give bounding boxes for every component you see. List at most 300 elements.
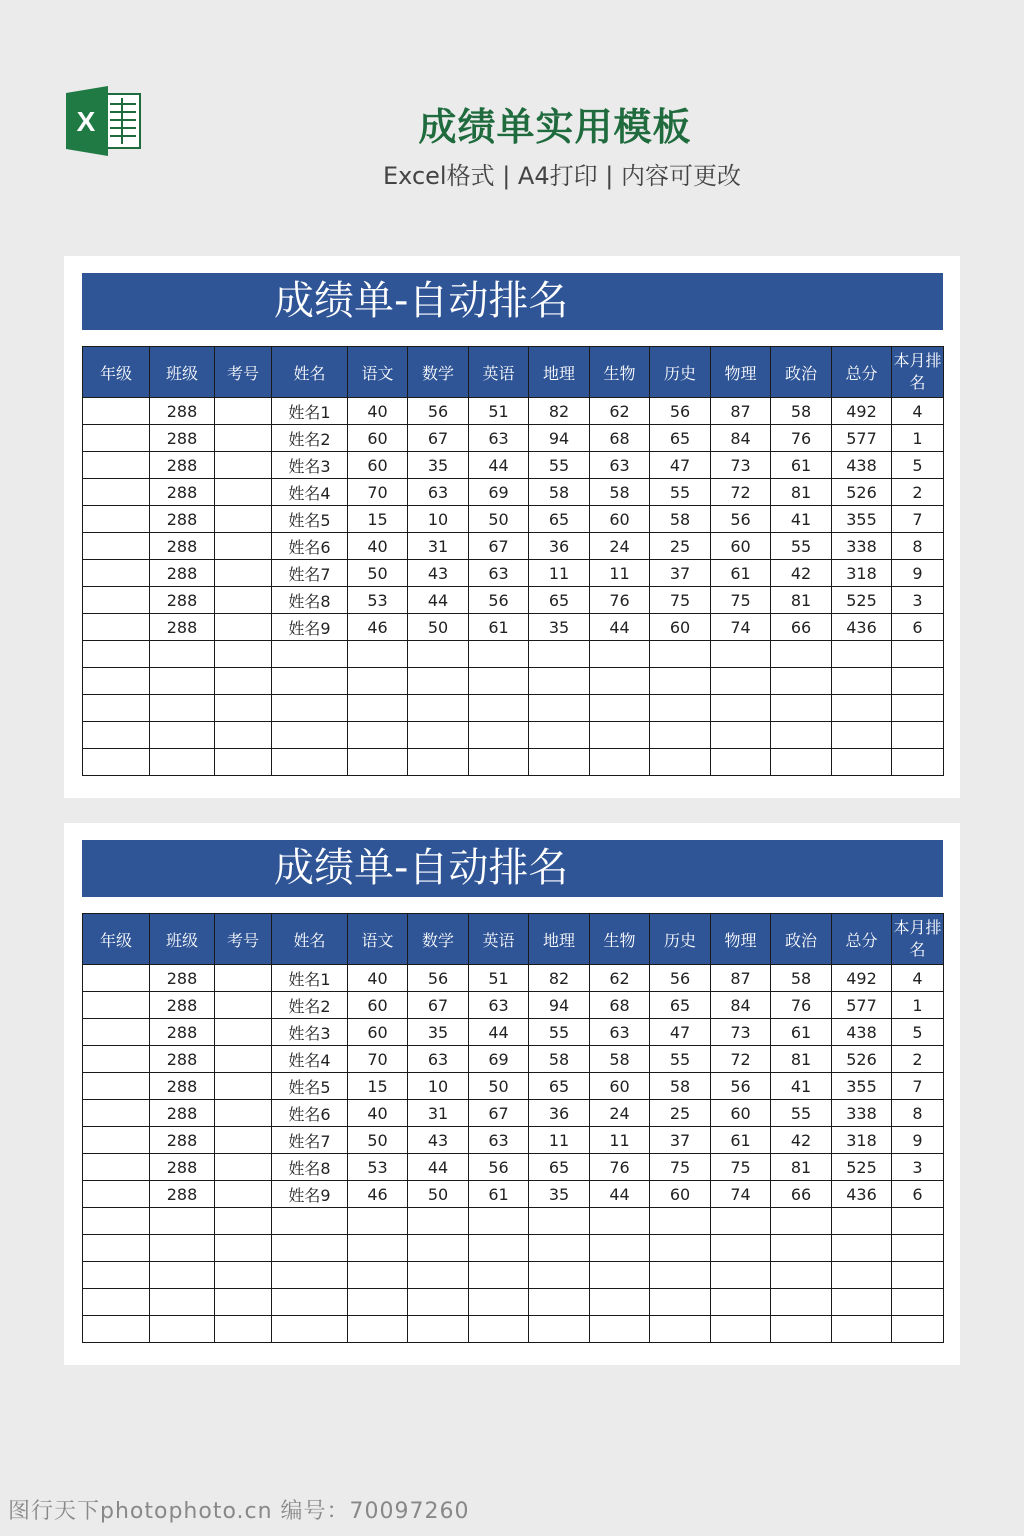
table-cell[interactable] — [650, 1208, 711, 1235]
table-cell[interactable]: 76 — [590, 1154, 650, 1181]
table-cell[interactable] — [215, 1073, 272, 1100]
table-cell[interactable]: 42 — [771, 1127, 832, 1154]
table-cell[interactable]: 53 — [348, 587, 408, 614]
table-cell[interactable] — [150, 1316, 215, 1343]
table-cell[interactable]: 姓名2 — [272, 425, 348, 452]
table-cell[interactable] — [892, 695, 944, 722]
table-cell[interactable]: 44 — [408, 587, 469, 614]
table-cell[interactable]: 63 — [590, 452, 650, 479]
table-cell[interactable] — [83, 452, 150, 479]
table-cell[interactable]: 81 — [771, 1154, 832, 1181]
table-cell[interactable]: 58 — [529, 1046, 590, 1073]
table-cell[interactable]: 47 — [650, 1019, 711, 1046]
table-cell[interactable]: 65 — [650, 992, 711, 1019]
table-cell[interactable] — [529, 1289, 590, 1316]
table-cell[interactable]: 58 — [590, 1046, 650, 1073]
table-cell[interactable]: 姓名4 — [272, 1046, 348, 1073]
table-cell[interactable]: 1 — [892, 425, 944, 452]
table-cell[interactable] — [469, 722, 529, 749]
table-cell[interactable] — [348, 749, 408, 776]
table-cell[interactable]: 43 — [408, 560, 469, 587]
table-cell[interactable] — [892, 1208, 944, 1235]
table-cell[interactable]: 56 — [408, 398, 469, 425]
table-cell[interactable] — [711, 1235, 771, 1262]
table-cell[interactable]: 1 — [892, 992, 944, 1019]
table-cell[interactable] — [83, 695, 150, 722]
table-cell[interactable] — [215, 560, 272, 587]
table-cell[interactable]: 318 — [832, 560, 892, 587]
table-cell[interactable]: 68 — [590, 992, 650, 1019]
table-cell[interactable]: 526 — [832, 1046, 892, 1073]
table-cell[interactable]: 40 — [348, 965, 408, 992]
table-cell[interactable] — [711, 749, 771, 776]
table-cell[interactable] — [771, 668, 832, 695]
table-cell[interactable] — [150, 749, 215, 776]
table-cell[interactable] — [711, 1316, 771, 1343]
table-cell[interactable] — [590, 1235, 650, 1262]
table-cell[interactable] — [150, 695, 215, 722]
table-cell[interactable] — [590, 668, 650, 695]
table-cell[interactable]: 65 — [529, 587, 590, 614]
table-cell[interactable]: 60 — [348, 452, 408, 479]
table-cell[interactable] — [83, 965, 150, 992]
table-cell[interactable]: 436 — [832, 1181, 892, 1208]
table-cell[interactable]: 62 — [590, 965, 650, 992]
table-cell[interactable] — [771, 641, 832, 668]
table-cell[interactable] — [150, 668, 215, 695]
table-cell[interactable] — [590, 1316, 650, 1343]
table-cell[interactable]: 355 — [832, 506, 892, 533]
table-cell[interactable] — [150, 641, 215, 668]
table-cell[interactable]: 31 — [408, 533, 469, 560]
table-cell[interactable]: 318 — [832, 1127, 892, 1154]
table-cell[interactable]: 61 — [711, 1127, 771, 1154]
table-cell[interactable]: 8 — [892, 1100, 944, 1127]
table-cell[interactable]: 50 — [348, 1127, 408, 1154]
table-cell[interactable]: 525 — [832, 1154, 892, 1181]
table-cell[interactable]: 492 — [832, 398, 892, 425]
table-cell[interactable]: 74 — [711, 1181, 771, 1208]
table-cell[interactable] — [892, 1235, 944, 1262]
table-cell[interactable] — [215, 1046, 272, 1073]
table-cell[interactable] — [83, 1289, 150, 1316]
table-cell[interactable]: 58 — [771, 965, 832, 992]
table-cell[interactable]: 73 — [711, 452, 771, 479]
table-cell[interactable]: 526 — [832, 479, 892, 506]
table-cell[interactable]: 56 — [711, 1073, 771, 1100]
table-cell[interactable]: 63 — [590, 1019, 650, 1046]
table-cell[interactable]: 65 — [529, 506, 590, 533]
table-cell[interactable]: 46 — [348, 614, 408, 641]
table-cell[interactable]: 60 — [348, 992, 408, 1019]
table-cell[interactable]: 47 — [650, 452, 711, 479]
table-cell[interactable] — [215, 1235, 272, 1262]
table-cell[interactable] — [215, 965, 272, 992]
table-cell[interactable] — [272, 695, 348, 722]
table-cell[interactable] — [832, 749, 892, 776]
table-cell[interactable] — [771, 1289, 832, 1316]
table-cell[interactable] — [832, 1262, 892, 1289]
table-cell[interactable] — [892, 641, 944, 668]
table-cell[interactable] — [272, 1235, 348, 1262]
table-cell[interactable]: 43 — [408, 1127, 469, 1154]
table-cell[interactable] — [590, 641, 650, 668]
table-cell[interactable]: 63 — [408, 1046, 469, 1073]
table-cell[interactable]: 2 — [892, 1046, 944, 1073]
table-cell[interactable]: 56 — [650, 965, 711, 992]
table-cell[interactable] — [590, 722, 650, 749]
table-cell[interactable] — [215, 695, 272, 722]
table-cell[interactable] — [215, 452, 272, 479]
table-cell[interactable] — [832, 1289, 892, 1316]
table-cell[interactable] — [272, 749, 348, 776]
table-cell[interactable]: 50 — [469, 1073, 529, 1100]
table-cell[interactable] — [215, 1181, 272, 1208]
table-cell[interactable]: 37 — [650, 1127, 711, 1154]
table-cell[interactable] — [469, 695, 529, 722]
table-cell[interactable]: 6 — [892, 1181, 944, 1208]
table-cell[interactable] — [215, 1019, 272, 1046]
table-cell[interactable] — [215, 668, 272, 695]
table-cell[interactable]: 61 — [469, 614, 529, 641]
table-cell[interactable]: 61 — [771, 1019, 832, 1046]
table-cell[interactable] — [771, 1235, 832, 1262]
table-cell[interactable] — [529, 668, 590, 695]
table-cell[interactable]: 7 — [892, 506, 944, 533]
table-cell[interactable]: 9 — [892, 1127, 944, 1154]
table-cell[interactable]: 438 — [832, 452, 892, 479]
table-cell[interactable]: 94 — [529, 425, 590, 452]
table-cell[interactable] — [529, 641, 590, 668]
table-cell[interactable]: 姓名5 — [272, 506, 348, 533]
table-cell[interactable]: 56 — [408, 965, 469, 992]
table-cell[interactable]: 58 — [650, 506, 711, 533]
table-cell[interactable] — [83, 1208, 150, 1235]
table-cell[interactable]: 37 — [650, 560, 711, 587]
table-cell[interactable]: 60 — [590, 1073, 650, 1100]
table-cell[interactable] — [272, 1208, 348, 1235]
table-cell[interactable]: 姓名1 — [272, 398, 348, 425]
table-cell[interactable]: 73 — [711, 1019, 771, 1046]
table-cell[interactable] — [650, 722, 711, 749]
table-cell[interactable]: 81 — [771, 587, 832, 614]
table-cell[interactable] — [771, 1316, 832, 1343]
table-cell[interactable]: 55 — [650, 1046, 711, 1073]
table-cell[interactable]: 姓名7 — [272, 1127, 348, 1154]
table-cell[interactable] — [771, 1208, 832, 1235]
table-cell[interactable]: 55 — [529, 1019, 590, 1046]
table-cell[interactable] — [469, 1262, 529, 1289]
table-cell[interactable]: 56 — [469, 587, 529, 614]
table-cell[interactable]: 41 — [771, 506, 832, 533]
table-cell[interactable]: 44 — [469, 452, 529, 479]
table-cell[interactable] — [408, 1316, 469, 1343]
table-cell[interactable] — [408, 1262, 469, 1289]
table-cell[interactable] — [83, 749, 150, 776]
table-cell[interactable] — [83, 1046, 150, 1073]
table-cell[interactable]: 11 — [590, 560, 650, 587]
table-cell[interactable]: 338 — [832, 533, 892, 560]
table-cell[interactable] — [529, 1316, 590, 1343]
table-cell[interactable]: 4 — [892, 965, 944, 992]
table-cell[interactable] — [83, 1100, 150, 1127]
table-cell[interactable] — [892, 1289, 944, 1316]
table-cell[interactable] — [215, 1289, 272, 1316]
table-cell[interactable] — [348, 641, 408, 668]
table-cell[interactable] — [469, 1235, 529, 1262]
table-cell[interactable]: 56 — [469, 1154, 529, 1181]
table-cell[interactable]: 288 — [150, 398, 215, 425]
table-cell[interactable] — [590, 1208, 650, 1235]
table-cell[interactable]: 288 — [150, 452, 215, 479]
table-cell[interactable]: 436 — [832, 614, 892, 641]
table-cell[interactable]: 35 — [529, 614, 590, 641]
table-cell[interactable] — [83, 1154, 150, 1181]
table-cell[interactable] — [529, 1235, 590, 1262]
table-cell[interactable]: 72 — [711, 479, 771, 506]
table-cell[interactable]: 65 — [529, 1154, 590, 1181]
table-cell[interactable] — [892, 749, 944, 776]
table-cell[interactable]: 67 — [408, 425, 469, 452]
table-cell[interactable] — [590, 749, 650, 776]
table-cell[interactable] — [892, 1262, 944, 1289]
table-cell[interactable] — [469, 641, 529, 668]
table-cell[interactable]: 10 — [408, 506, 469, 533]
table-cell[interactable]: 75 — [650, 1154, 711, 1181]
table-cell[interactable]: 姓名2 — [272, 992, 348, 1019]
table-cell[interactable] — [408, 695, 469, 722]
table-cell[interactable]: 姓名9 — [272, 1181, 348, 1208]
table-cell[interactable]: 53 — [348, 1154, 408, 1181]
table-cell[interactable]: 姓名8 — [272, 1154, 348, 1181]
table-cell[interactable] — [650, 668, 711, 695]
table-cell[interactable]: 61 — [469, 1181, 529, 1208]
table-cell[interactable]: 姓名1 — [272, 965, 348, 992]
table-cell[interactable]: 338 — [832, 1100, 892, 1127]
table-cell[interactable] — [215, 749, 272, 776]
table-cell[interactable]: 40 — [348, 1100, 408, 1127]
table-cell[interactable]: 姓名6 — [272, 1100, 348, 1127]
table-cell[interactable] — [83, 641, 150, 668]
table-cell[interactable]: 60 — [711, 1100, 771, 1127]
table-cell[interactable]: 46 — [348, 1181, 408, 1208]
table-cell[interactable]: 70 — [348, 479, 408, 506]
table-cell[interactable]: 58 — [650, 1073, 711, 1100]
table-cell[interactable] — [83, 1235, 150, 1262]
table-cell[interactable]: 67 — [469, 533, 529, 560]
table-cell[interactable]: 51 — [469, 965, 529, 992]
table-cell[interactable] — [408, 641, 469, 668]
table-cell[interactable] — [348, 1316, 408, 1343]
table-cell[interactable] — [650, 749, 711, 776]
table-cell[interactable] — [650, 1316, 711, 1343]
table-cell[interactable] — [832, 668, 892, 695]
table-cell[interactable] — [892, 668, 944, 695]
table-cell[interactable]: 6 — [892, 614, 944, 641]
table-cell[interactable] — [272, 1262, 348, 1289]
table-cell[interactable] — [590, 1262, 650, 1289]
table-cell[interactable] — [711, 641, 771, 668]
table-cell[interactable]: 288 — [150, 1100, 215, 1127]
table-cell[interactable] — [272, 1289, 348, 1316]
table-cell[interactable] — [348, 1208, 408, 1235]
table-cell[interactable] — [150, 1289, 215, 1316]
table-cell[interactable]: 25 — [650, 1100, 711, 1127]
table-cell[interactable] — [215, 1127, 272, 1154]
table-cell[interactable] — [215, 587, 272, 614]
table-cell[interactable]: 41 — [771, 1073, 832, 1100]
table-cell[interactable]: 60 — [711, 533, 771, 560]
table-cell[interactable]: 67 — [408, 992, 469, 1019]
table-cell[interactable]: 288 — [150, 1127, 215, 1154]
table-cell[interactable]: 姓名5 — [272, 1073, 348, 1100]
table-cell[interactable]: 10 — [408, 1073, 469, 1100]
table-cell[interactable]: 58 — [590, 479, 650, 506]
table-cell[interactable]: 288 — [150, 1046, 215, 1073]
table-cell[interactable] — [150, 1262, 215, 1289]
table-cell[interactable]: 288 — [150, 560, 215, 587]
table-cell[interactable]: 81 — [771, 1046, 832, 1073]
table-cell[interactable]: 55 — [650, 479, 711, 506]
table-cell[interactable] — [832, 695, 892, 722]
table-cell[interactable] — [272, 722, 348, 749]
table-cell[interactable]: 5 — [892, 1019, 944, 1046]
table-cell[interactable]: 31 — [408, 1100, 469, 1127]
table-cell[interactable] — [150, 722, 215, 749]
table-cell[interactable] — [529, 749, 590, 776]
table-cell[interactable]: 40 — [348, 398, 408, 425]
table-cell[interactable] — [215, 641, 272, 668]
table-cell[interactable]: 60 — [650, 1181, 711, 1208]
table-cell[interactable] — [215, 614, 272, 641]
table-cell[interactable] — [650, 1289, 711, 1316]
table-cell[interactable] — [832, 1316, 892, 1343]
table-cell[interactable]: 姓名6 — [272, 533, 348, 560]
table-cell[interactable] — [408, 1208, 469, 1235]
table-cell[interactable]: 577 — [832, 992, 892, 1019]
table-cell[interactable]: 姓名3 — [272, 1019, 348, 1046]
table-cell[interactable] — [83, 1316, 150, 1343]
table-cell[interactable]: 94 — [529, 992, 590, 1019]
table-cell[interactable] — [711, 668, 771, 695]
table-cell[interactable]: 44 — [590, 1181, 650, 1208]
table-cell[interactable]: 35 — [529, 1181, 590, 1208]
table-cell[interactable]: 3 — [892, 587, 944, 614]
table-cell[interactable] — [469, 749, 529, 776]
table-cell[interactable] — [83, 614, 150, 641]
table-cell[interactable]: 288 — [150, 506, 215, 533]
table-cell[interactable] — [408, 722, 469, 749]
table-cell[interactable]: 42 — [771, 560, 832, 587]
table-cell[interactable]: 76 — [771, 425, 832, 452]
table-cell[interactable] — [215, 398, 272, 425]
table-cell[interactable]: 3 — [892, 1154, 944, 1181]
table-cell[interactable] — [83, 1019, 150, 1046]
table-cell[interactable]: 288 — [150, 479, 215, 506]
table-cell[interactable] — [529, 695, 590, 722]
table-cell[interactable] — [650, 641, 711, 668]
table-cell[interactable] — [272, 641, 348, 668]
table-cell[interactable]: 288 — [150, 533, 215, 560]
table-cell[interactable]: 44 — [590, 614, 650, 641]
table-cell[interactable]: 69 — [469, 1046, 529, 1073]
table-cell[interactable]: 50 — [408, 614, 469, 641]
table-cell[interactable] — [83, 668, 150, 695]
table-cell[interactable] — [892, 722, 944, 749]
table-cell[interactable] — [83, 560, 150, 587]
table-cell[interactable] — [408, 1289, 469, 1316]
table-cell[interactable] — [832, 1235, 892, 1262]
table-cell[interactable] — [215, 425, 272, 452]
table-cell[interactable]: 288 — [150, 1154, 215, 1181]
table-cell[interactable] — [348, 722, 408, 749]
table-cell[interactable]: 60 — [348, 1019, 408, 1046]
table-cell[interactable]: 288 — [150, 587, 215, 614]
table-cell[interactable] — [348, 668, 408, 695]
table-cell[interactable]: 8 — [892, 533, 944, 560]
table-cell[interactable]: 63 — [469, 1127, 529, 1154]
table-cell[interactable] — [215, 1316, 272, 1343]
table-cell[interactable] — [272, 1316, 348, 1343]
table-cell[interactable] — [469, 1289, 529, 1316]
table-cell[interactable]: 62 — [590, 398, 650, 425]
table-cell[interactable]: 姓名3 — [272, 452, 348, 479]
table-cell[interactable]: 40 — [348, 533, 408, 560]
table-cell[interactable]: 15 — [348, 506, 408, 533]
table-cell[interactable]: 7 — [892, 1073, 944, 1100]
table-cell[interactable] — [272, 668, 348, 695]
table-cell[interactable]: 55 — [771, 533, 832, 560]
table-cell[interactable]: 姓名7 — [272, 560, 348, 587]
table-cell[interactable] — [348, 695, 408, 722]
table-cell[interactable]: 2 — [892, 479, 944, 506]
table-cell[interactable] — [83, 479, 150, 506]
table-cell[interactable]: 72 — [711, 1046, 771, 1073]
table-cell[interactable]: 姓名9 — [272, 614, 348, 641]
table-cell[interactable]: 58 — [771, 398, 832, 425]
table-cell[interactable]: 50 — [469, 506, 529, 533]
table-cell[interactable]: 4 — [892, 398, 944, 425]
table-cell[interactable]: 60 — [590, 506, 650, 533]
table-cell[interactable]: 35 — [408, 1019, 469, 1046]
table-cell[interactable]: 11 — [590, 1127, 650, 1154]
table-cell[interactable]: 63 — [469, 992, 529, 1019]
table-cell[interactable]: 11 — [529, 1127, 590, 1154]
table-cell[interactable]: 25 — [650, 533, 711, 560]
table-cell[interactable] — [832, 722, 892, 749]
table-cell[interactable] — [711, 1262, 771, 1289]
table-cell[interactable] — [650, 1235, 711, 1262]
table-cell[interactable]: 56 — [650, 398, 711, 425]
table-cell[interactable]: 67 — [469, 1100, 529, 1127]
table-cell[interactable]: 15 — [348, 1073, 408, 1100]
table-cell[interactable]: 288 — [150, 965, 215, 992]
table-cell[interactable]: 70 — [348, 1046, 408, 1073]
table-cell[interactable]: 44 — [469, 1019, 529, 1046]
table-cell[interactable]: 36 — [529, 533, 590, 560]
table-cell[interactable]: 525 — [832, 587, 892, 614]
table-cell[interactable] — [215, 722, 272, 749]
table-cell[interactable]: 87 — [711, 965, 771, 992]
table-cell[interactable]: 姓名8 — [272, 587, 348, 614]
table-cell[interactable]: 11 — [529, 560, 590, 587]
table-cell[interactable] — [83, 1073, 150, 1100]
table-cell[interactable] — [529, 1262, 590, 1289]
table-cell[interactable] — [650, 1262, 711, 1289]
table-cell[interactable]: 56 — [711, 506, 771, 533]
table-cell[interactable]: 577 — [832, 425, 892, 452]
table-cell[interactable]: 66 — [771, 614, 832, 641]
